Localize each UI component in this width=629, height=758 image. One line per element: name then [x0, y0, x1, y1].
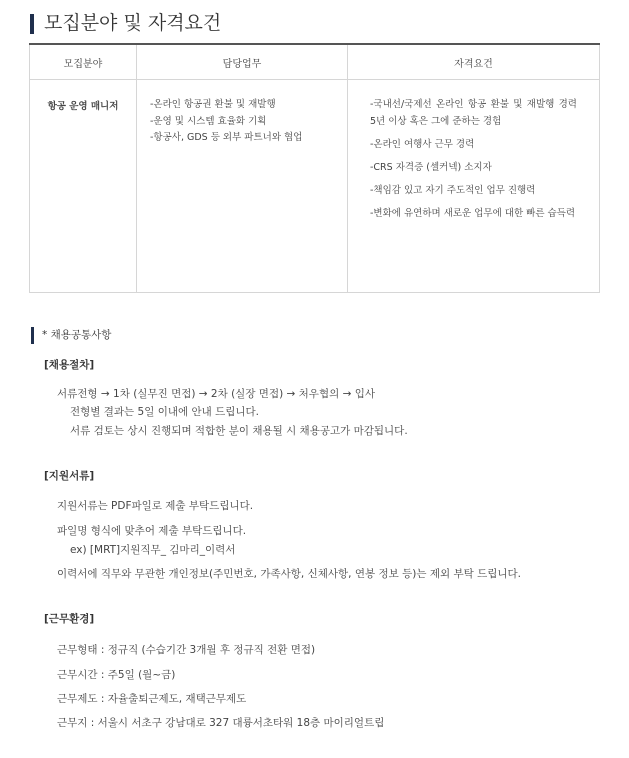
duties-list [137, 80, 347, 147]
field-cell: 항공 운영 매니저 [30, 80, 137, 293]
duty-item: -온라인 항공권 환불 및 재발행 [150, 99, 276, 110]
requirements-table [29, 43, 600, 293]
section-accent-bar [31, 327, 34, 344]
qualification-item: -변화에 유연하며 새로운 업무에 대한 빠른 습득력 [370, 208, 576, 219]
documents-text: 이력서에 직무와 무관한 개인정보(주민번호, 가족사항, 신체사항, 연봉 정보 등)는 제외 부탁 드립니다. [57, 568, 521, 580]
qualification-item: -국내선/국제선 온라인 항공 환불 및 재발행 경력 5년 이상 혹은 그에 준하는 경험 [370, 99, 577, 127]
documents-heading: [지원서류] [44, 470, 95, 482]
process-note: 서류 검토는 상시 진행되며 적합한 분이 채용될 시 채용공고가 마감됩니다. [70, 425, 408, 437]
process-steps: 서류전형 → 1차 (실무진 면접) → 2차 (실장 면접) → 처우협의 → 입사 [57, 388, 375, 400]
header-duties: 담당업무 [137, 44, 348, 80]
qualification-item: -책임감 있고 자기 주도적인 업무 진행력 [370, 185, 536, 196]
duty-item: -운영 및 시스템 효율화 기획 [150, 115, 267, 127]
documents-text: 지원서류는 PDF파일로 제출 부탁드립니다. [57, 500, 254, 512]
header-field: 모집분야 [30, 44, 137, 80]
process-note: 전형별 결과는 5일 이내에 안내 드립니다. [70, 406, 259, 418]
qualifications-cell [348, 80, 600, 293]
duty-item: -항공사, GDS 등 외부 파트너와 협업 [150, 132, 303, 143]
environment-text: 근무제도 : 자율출퇴근제도, 재택근무제도 [57, 693, 247, 705]
table-header-row [30, 44, 600, 80]
documents-text: 파일명 형식에 맞추어 제출 부탁드립니다. [57, 525, 247, 537]
common-section-title: * 채용공통사항 [42, 329, 112, 341]
duties-cell [137, 80, 348, 293]
qualification-item: -CRS 자격증 (셀커넥) 소지자 [370, 162, 492, 173]
qualifications-list [348, 80, 599, 222]
table-row [30, 80, 600, 293]
page-title: 모집분야 및 자격요건 [44, 12, 222, 34]
header-qualifications: 자격요건 [348, 44, 600, 80]
title-accent-bar [30, 14, 34, 34]
environment-text: 근무형태 : 정규직 (수습기간 3개월 후 정규직 전환 면접) [57, 644, 316, 656]
process-heading: [채용절차] [44, 359, 95, 371]
environment-text: 근무시간 : 주5일 (월~금) [57, 669, 176, 681]
qualification-item: -온라인 여행사 근무 경력 [370, 139, 475, 150]
documents-example: ex) [MRT]지원직무_ 김마리_이력서 [70, 544, 236, 556]
environment-heading: [근무환경] [44, 613, 95, 625]
environment-text: 근무지 : 서울시 서초구 강남대로 327 대륭서초타워 18층 마이리얼트립 [57, 717, 385, 729]
